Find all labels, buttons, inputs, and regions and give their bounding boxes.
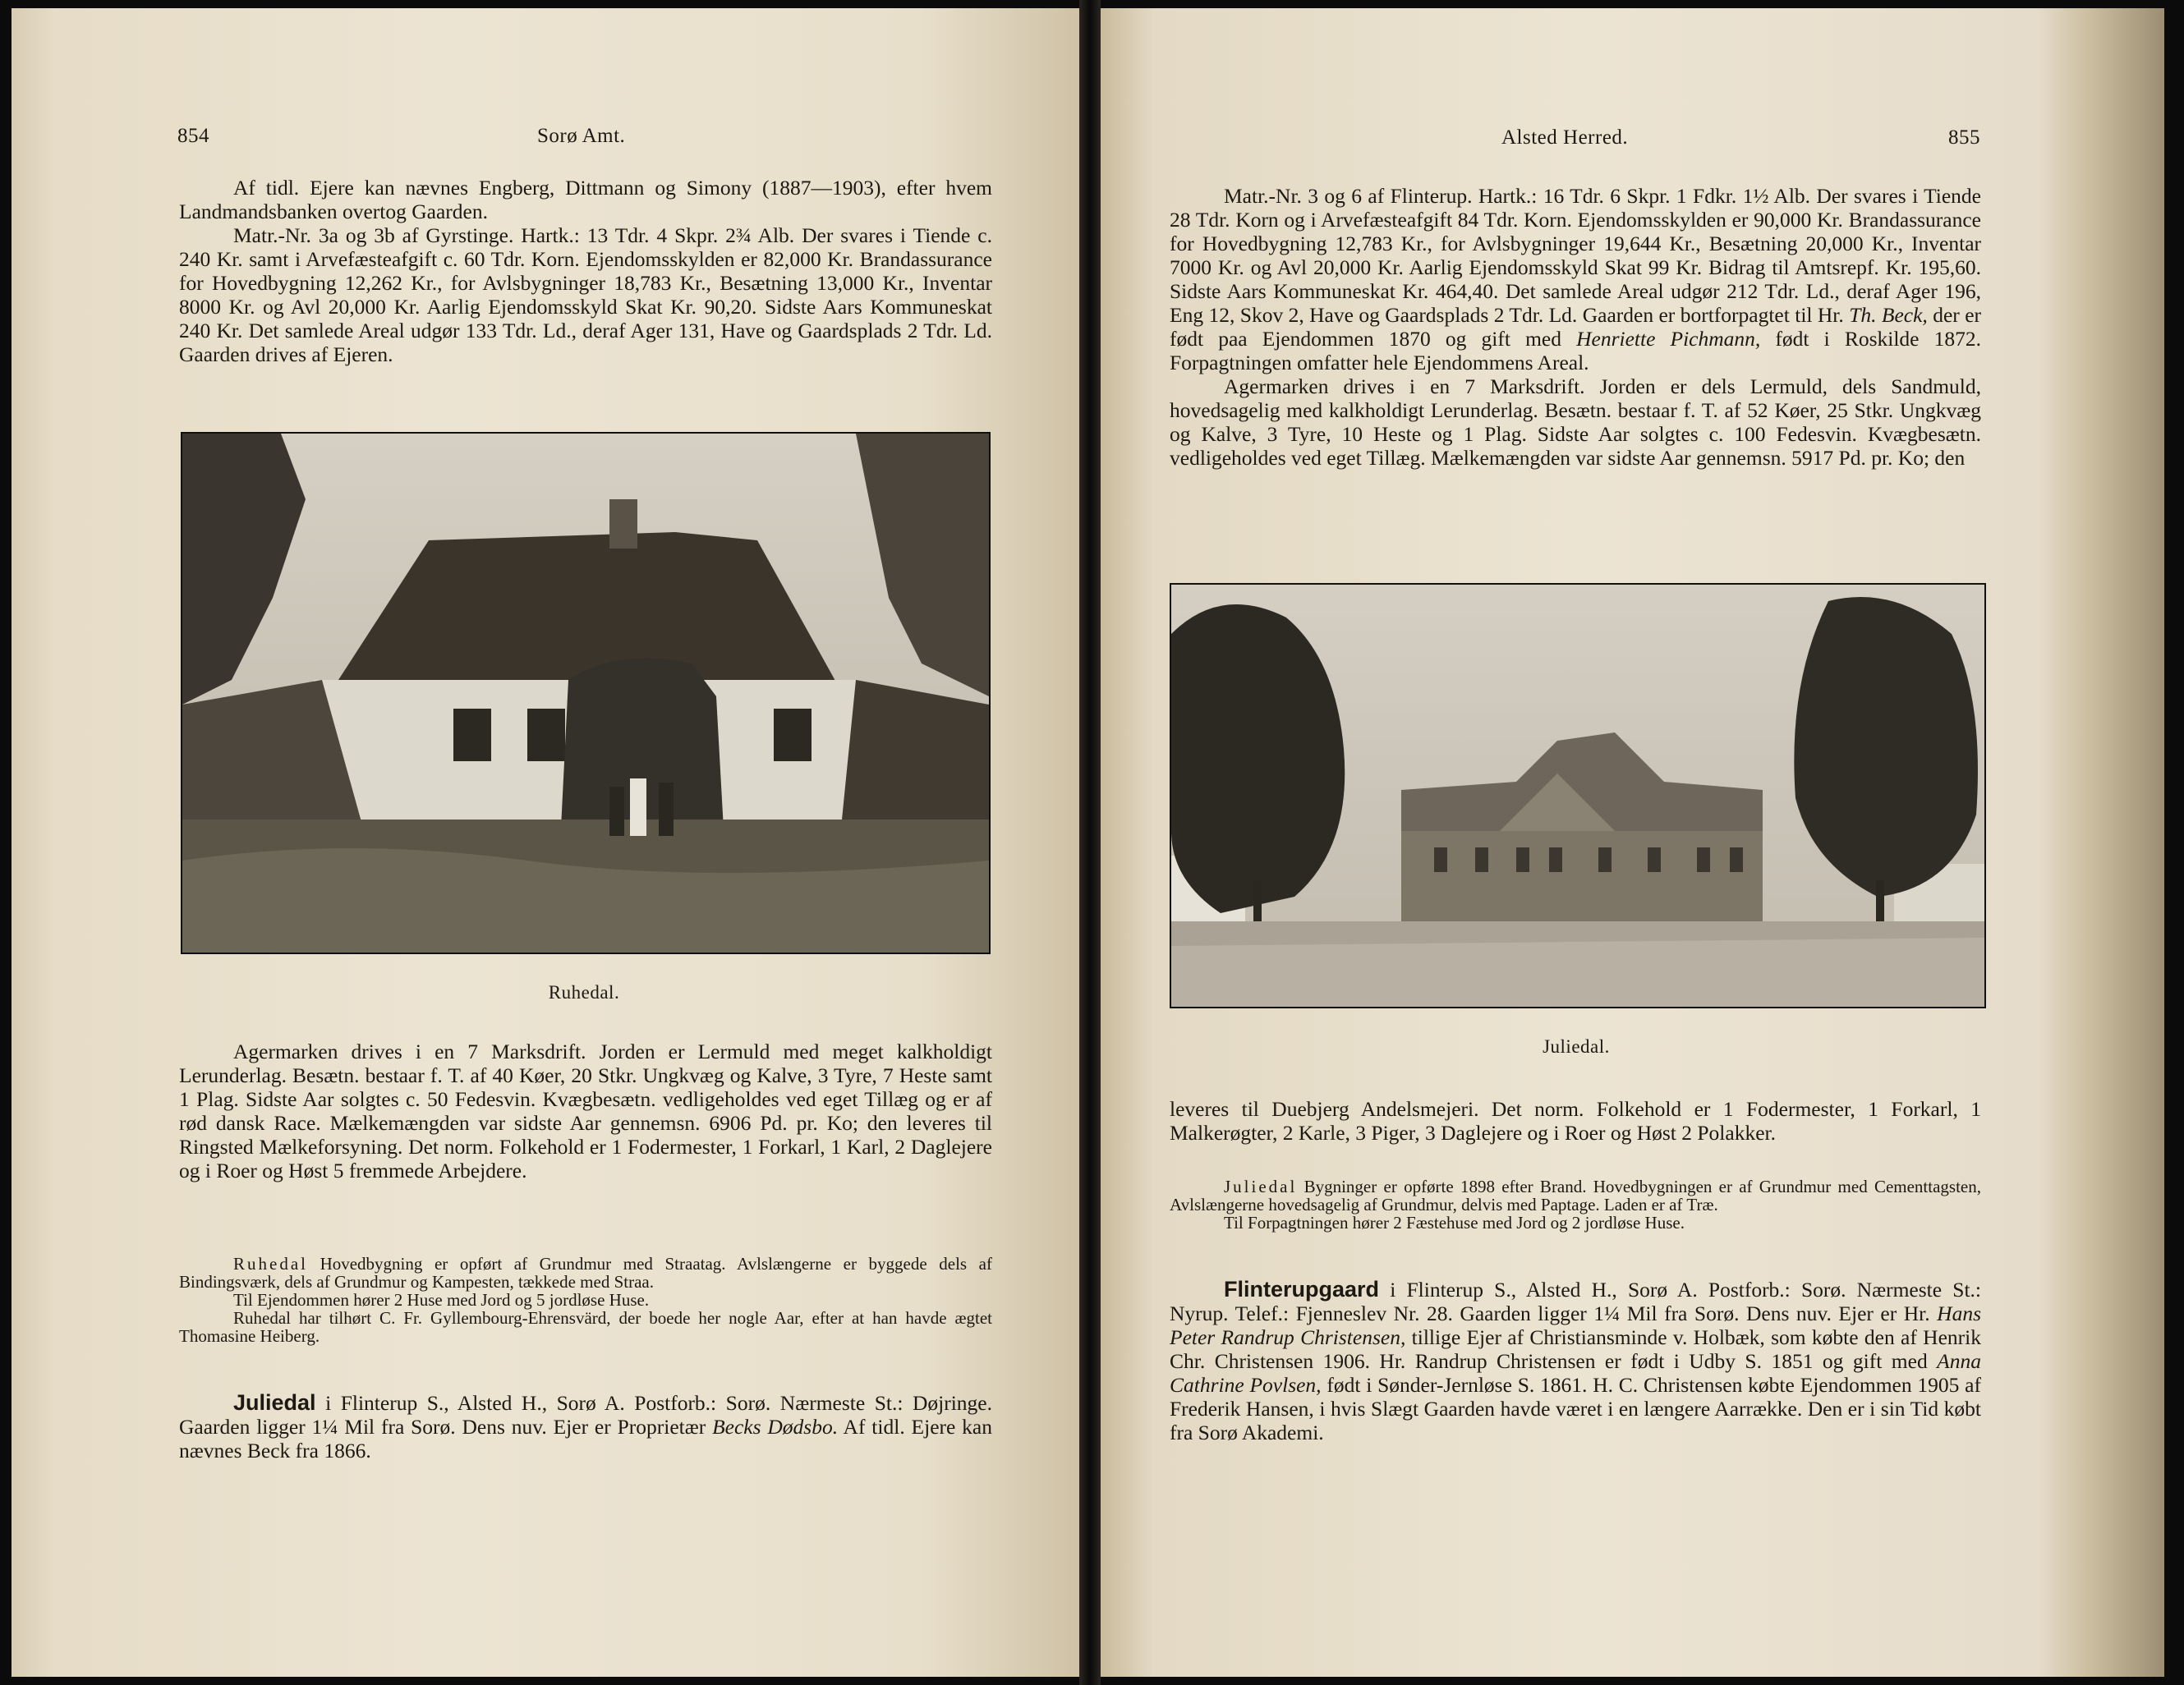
ager-paragraph: Agermarken drives i en 7 Marksdrift. Jorden er Lermuld med meget kalkholdigt Lerunderlag. Besætn. bestaar f. T. af 40 Køer, 20 Stkr. Ungkvæg og Kalve, 3 Tyre, 7 Heste samt 1 Plag. Sidste Aar solgtes c. 50 Fedesvin. Kvægbesætn. vedligeholdes ved eget Tillæg og er af rød dansk Race. Mælkemængden var sidste Aar gennemsn. 6906 Pd. pr. Ko; den leveres til Ringsted Mælkeforsyning. Det norm. Folkehold er 1 Fodermester, 1 Forkarl, 1 Karl, 2 Daglejere og i Roer og Høst 5 fremmede Arbejdere.	[179, 1040, 992, 1182]
small-note-2: Til Forpagtningen hører 2 Fæstehuse med Jord og 2 jordløse Huse.	[1224, 1213, 1685, 1233]
entry-name: Juliedal	[233, 1390, 316, 1415]
matr-1: Matr.-Nr. 3 og 6 af Flinterup. Hartk.: 16 Tdr. 6 Skpr. 1 Fdkr. 1½ Alb. Der svares i Tiende 28 Tdr. Korn og i Arvefæsteafgift 84 Tdr. Korn. Ejendomsskylden er 90,000 Kr. Brandassurance for Hovedbygning 12,783 Kr., for Avlsbygninger 19,644 Kr., Besætning 20,000 Kr., Inventar 7000 Kr. og Avl 20,000 Kr. Aarlig Ejendomsskyld Skat 99 Kr. Bidrag til Amtsrepf. Kr. 195,60. Sidste Aars Kommuneskat Kr. 464,40. Det samlede Areal udgør 212 Tdr. Ld., deraf Ager 196, Eng 12, Skov 2, Have og Gaardsplads 2 Tdr. Ld. Gaarden er bortforpagtet til Hr.	[1170, 184, 1981, 327]
top-text-block	[179, 176, 992, 366]
left-page	[11, 8, 1079, 1677]
entry-text-1: i Flinterup S., Alsted H., Sorø A. Postforb.: Sorø. Nærmeste St.: Nyrup. Telef.: Fjenneslev Nr. 28. Gaarden ligger 1¼ Mil fra Sorø. Dens nuv. Ejer er Hr.	[1170, 1278, 1981, 1325]
small-note-2: Til Ejendommen hører 2 Huse med Jord og 5 jordløse Huse.	[233, 1290, 650, 1310]
entry-text-2: Af tidl. Ejere kan nævnes Beck fra 1866.	[179, 1415, 992, 1462]
small-note-1: Hovedbygning er opført af Grundmur med Straatag. Avlslængerne er byggede dels af Bindingsværk, dels af Grundmur og Kampesten, tækkede med Straa.	[179, 1254, 992, 1292]
entry-owner: Becks Dødsbo.	[712, 1415, 839, 1439]
juliedal-entry	[179, 1391, 992, 1462]
book-gutter	[1079, 0, 1101, 1685]
running-head: Sorø Amt.	[537, 125, 626, 147]
continuation-text	[1170, 1097, 1981, 1145]
right-page	[1101, 8, 2164, 1677]
entry-text-2: tillige Ejer af Christiansminde v. Holbæk, som købte den af Henrik Chr. Christensen 1906. Hr. Randrup Christensen er født i Udby S. 1851 og gift med	[1170, 1325, 1981, 1373]
matr-3: født i Roskilde 1872. Forpagtningen omfatter hele Ejendommens Areal.	[1170, 327, 1981, 374]
matr-wife: Henriette Pichmann,	[1576, 327, 1761, 351]
running-head: Alsted Herred.	[1501, 126, 1629, 149]
ager-text	[179, 1040, 992, 1182]
ager-paragraph: Agermarken drives i en 7 Marksdrift. Jorden er dels Lermuld, dels Sandmuld, hovedsagelig med kalkholdigt Lerunderlag. Besætn. bestaar f. T. af 52 Køer, 25 Stkr. Ungkvæg og Kalve, 3 Tyre, 10 Heste og 1 Plag. Sidste Aar solgtes c. 100 Fedesvin. Kvægbesætn. vedligeholdes ved eget Tillæg. Mælkemængden var sidste Aar gennemsn. 5917 Pd. pr. Ko; den	[1170, 374, 1981, 470]
small-note-1: Bygninger er opførte 1898 efter Brand. Hovedbygningen er af Grundmur med Cementtagsten, Avlslængerne hovedsagelig af Grundmur, delvis med Paptage. Laden er af Træ.	[1170, 1177, 1981, 1214]
top-text-block	[1170, 184, 1981, 470]
ruhedal-photo	[181, 432, 991, 954]
intro-paragraph: Af tidl. Ejere kan nævnes Engberg, Dittmann og Simony (1887—1903), efter hvem Landmandsbanken overtog Gaarden.	[179, 176, 992, 223]
matr-name: Th. Beck,	[1849, 303, 1928, 327]
small-note-3: Ruhedal har tilhørt C. Fr. Gyllembourg-Ehrensvärd, der boede her nogle Aar, efter at han havde ægtet Thomasine Heiberg.	[179, 1308, 992, 1346]
ruhedal-caption: Ruhedal.	[548, 982, 620, 1003]
page-number: 854	[177, 125, 209, 147]
cont-paragraph: leveres til Duebjerg Andelsmejeri. Det norm. Folkehold er 1 Fodermester, 1 Forkarl, 1 Malkerøgter, 2 Karle, 3 Piger, 3 Daglejere og i Roer og Høst 2 Polakker.	[1170, 1097, 1981, 1145]
small-notes	[179, 1255, 992, 1345]
small-notes	[1170, 1178, 1981, 1232]
entry-wife: Anna Cathrine Povlsen,	[1170, 1349, 1981, 1397]
juliedal-photo	[1170, 583, 1986, 1008]
entry-owner: Hans Peter Randrup Christensen,	[1170, 1302, 1981, 1349]
flinterupgaard-entry	[1170, 1278, 1981, 1444]
entry-text-1: i Flinterup S., Alsted H., Sorø A. Postforb.: Sorø. Nærmeste St.: Døjringe. Gaarden ligger 1¼ Mil fra Sorø. Dens nuv. Ejer er Proprietær	[179, 1391, 992, 1439]
entry-text-3: født i Sønder-Jernløse S. 1861. H. C. Christensen købte Ejendommen 1905 af Frederik Hansen, i hvis Slægt Gaarden havde været i en længere Aarrække. Den er i sin Tid købt fra Sorø Akademi.	[1170, 1373, 1981, 1444]
small-name: Juliedal	[1224, 1177, 1298, 1196]
juliedal-caption: Juliedal.	[1543, 1036, 1610, 1057]
page-number: 855	[1948, 126, 1980, 149]
entry-name: Flinterupgaard	[1224, 1277, 1380, 1302]
matr-2: der er født paa Ejendommen 1870 og gift med	[1170, 303, 1981, 351]
small-name: Ruhedal	[233, 1254, 308, 1274]
matr-paragraph: Matr.-Nr. 3a og 3b af Gyrstinge. Hartk.: 13 Tdr. 4 Skpr. 2¾ Alb. Der svares i Tiende c. 240 Kr. samt i Arvefæsteafgift c. 60 Tdr. Korn. Ejendomsskylden er 82,000 Kr. Brandassurance for Hovedbygning 12,262 Kr., for Avlsbygninger 18,783 Kr., Besætning 13,000 Kr., Inventar 8000 Kr. og Avl 20,000 Kr. Aarlig Ejendomsskyld Skat Kr. 90,20. Sidste Aars Kommuneskat 240 Kr. Det samlede Areal udgør 133 Tdr. Ld., deraf Ager 131, Have og Gaardsplads 2 Tdr. Ld. Gaarden drives af Ejeren.	[179, 223, 992, 366]
